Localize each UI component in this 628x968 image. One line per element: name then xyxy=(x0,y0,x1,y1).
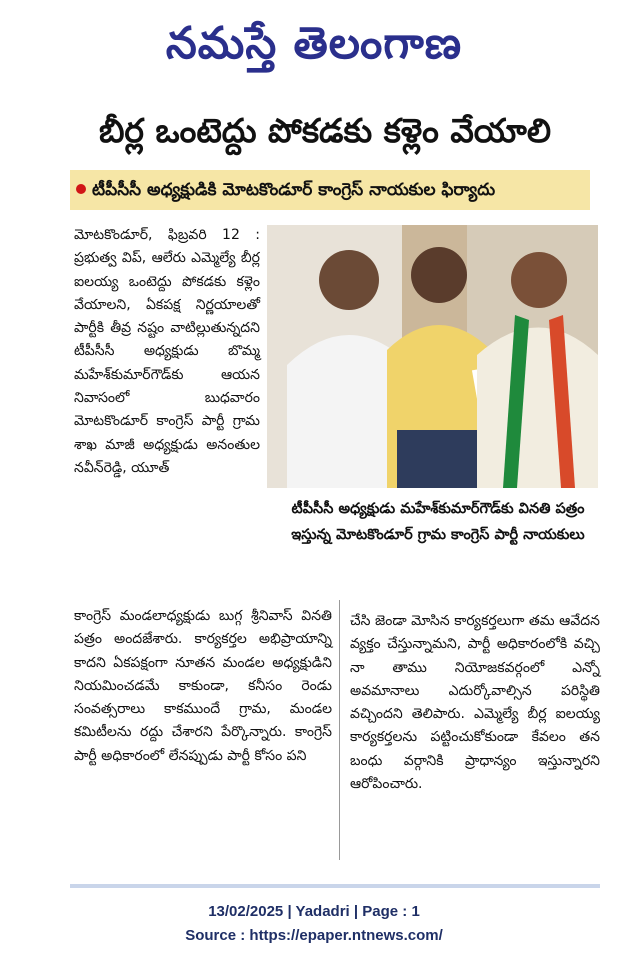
edition-info: 13/02/2025 | Yadadri | Page : 1 xyxy=(208,903,420,920)
column-divider xyxy=(339,600,340,860)
page-bottom-strip xyxy=(70,884,600,888)
article-headline: బీర్ల ఒంటెద్దు పోకడకు కళ్లెం వేయాలి xyxy=(98,111,552,150)
article-subheadline: టీపీసీసీ అధ్యక్షుడికి మోటకొండూర్ కాంగ్రెస్ నాయకుల ఫిర్యాదు xyxy=(92,180,496,200)
photo-illustration xyxy=(267,225,598,488)
photo-caption: టీపీసీసీ అధ్యక్షుడు మహేశ్‌కుమార్‌గౌడ్‌కు వినతి పత్రం ఇస్తున్న మోటకొండూర్ గ్రామ కాంగ్రెస్ పార్టీ నాయకులు xyxy=(291,501,585,543)
bullet-icon xyxy=(76,184,86,194)
source-link[interactable]: Source : https://epaper.ntnews.com/ xyxy=(185,927,443,944)
article-paragraph-3: చేసి జెండా మోసిన కార్యకర్తలుగా తమ ఆవేదన వ్యక్తం చేస్తున్నామని, పార్టీ అధికారంలోకి వచ్చి నా తాము నియోజకవర్గంలో ఎన్నో అవమానాలు ఎదుర్కోవాల్సిన పరిస్థితి వచ్చిందని తెలిపారు. ఎమ్మెల్యే బీర్ల ఐలయ్య కార్యకర్తలను పట్టించుకోకుండా కేవలం తన బంధు వర్గానికి ప్రాధాన్యం ఇస్తున్నారని ఆరోపించారు. xyxy=(350,613,600,793)
article-paragraph-1: మోటకొండూర్, ఫిబ్రవరి 12 : ప్రభుత్వ విప్, ఆలేరు ఎమ్మెల్యే బీర్ల ఐలయ్య ఒంటెద్దు పోకడకు కళ్లెం వేయాలని, ఏకపక్ష నిర్ణయాలతో పార్టీకి తీవ్ర నష్టం వాటిల్లుతున్నదని టీపీసీసీ అధ్యక్షుడు బొమ్మ మహేశ్‌కుమార్‌గౌడ్‌కు ఆయన నివాసంలో బుధవారం మోటకొండూర్ కాంగ్రెస్ పార్టీ గ్రామ శాఖ మాజీ అధ్యక్షుడు అనంతుల నవీన్‌రెడ్డి, యూత్ xyxy=(74,227,260,476)
news-photo xyxy=(267,225,598,488)
article-paragraph-2: కాంగ్రెస్ మండలాధ్యక్షుడు బుగ్గ శ్రీనివాస్ వినతి పత్రం అందజేశారు. కార్యకర్తల అభిప్రాయాన్ని కాదని ఏకపక్షంగా నూతన మండల అధ్యక్షుడిని నియమించడమే కాకుండా, కనీసం రెండు సంవత్సరాలు కాకముందే గ్రామ, మండల కమిటీలను రద్దు చేశారని పేర్కొన్నారు. కాంగ్రెస్ పార్టీ అధికారంలో లేనప్పుడు పార్టీ కోసం పని xyxy=(74,608,332,764)
page-footer xyxy=(0,900,628,948)
newspaper-masthead: నమస్తే తెలంగాణ xyxy=(165,18,463,69)
